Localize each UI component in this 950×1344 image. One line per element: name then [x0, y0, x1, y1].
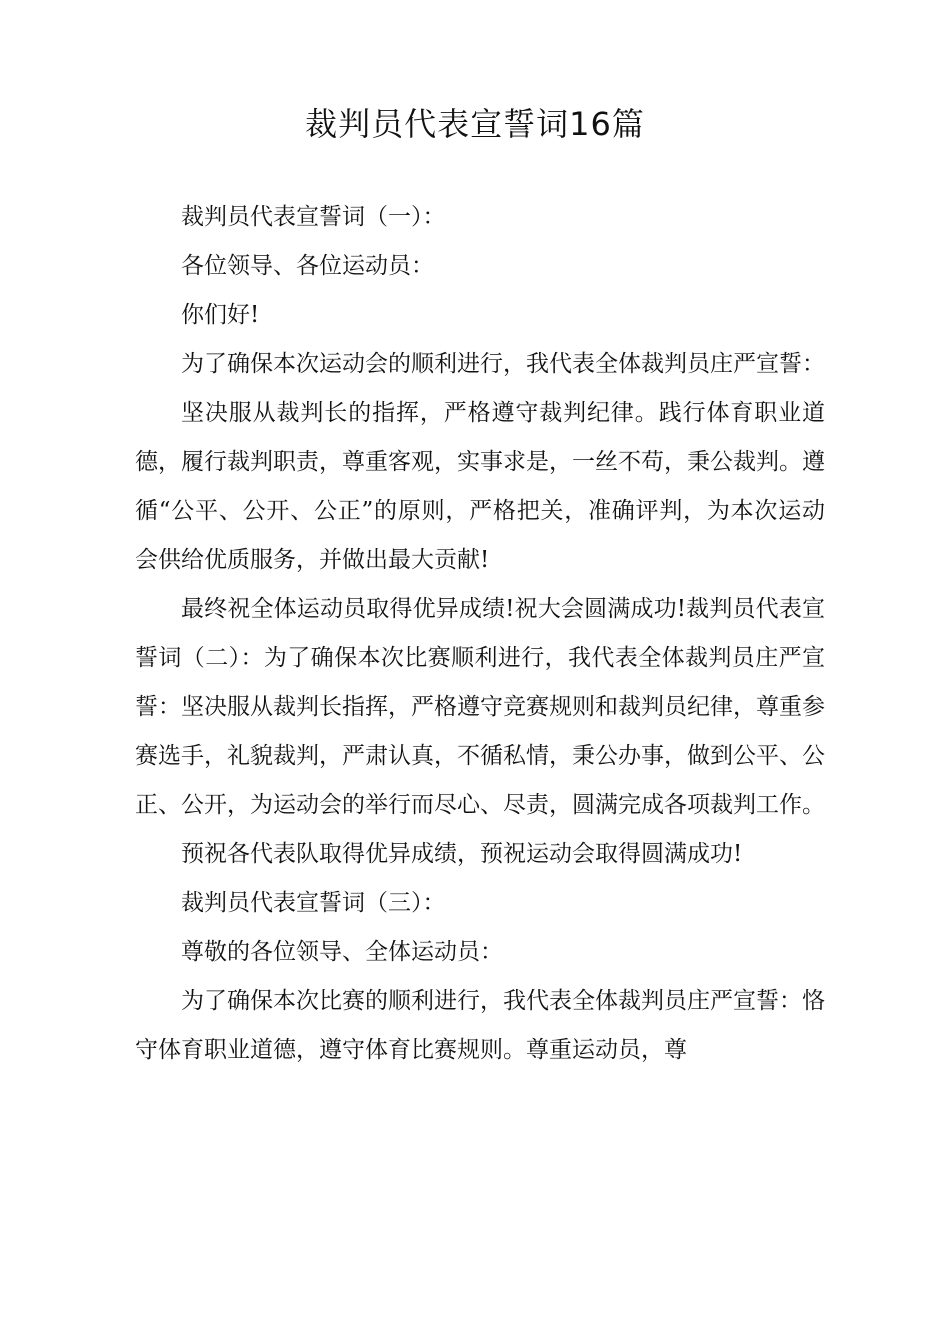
paragraph-heading-3: 裁判员代表宣誓词（三）：	[181, 890, 446, 916]
paragraph-heading-1: 裁判员代表宣誓词（一）：	[181, 204, 446, 230]
paragraph-intro-1: 为了确保本次运动会的顺利进行，我代表全体裁判员庄严宣誓：	[181, 351, 825, 377]
paragraph-oath-3: 为了确保本次比赛的顺利进行，我代表全体裁判员庄严宣誓：恪守体育职业道德，遵守体育比赛规则。尊重运动员，尊	[135, 988, 825, 1063]
paragraph-salutation-3: 尊敬的各位领导、全体运动员：	[181, 939, 503, 965]
paragraph-oath-2: 最终祝全体运动员取得优异成绩!祝大会圆满成功!裁判员代表宣誓词（二）：为了确保本次比赛顺利进行，我代表全体裁判员庄严宣誓：坚决服从裁判长指挥，严格遵守竞赛规则和裁判员纪律，尊重参赛选手，礼貌裁判，严肃认真，不循私情，秉公办事，做到公平、公正、公开，为运动会的举行而尽心、尽责，圆满完成各项裁判工作。	[135, 596, 825, 818]
paragraph-wishes: 预祝各代表队取得优异成绩，预祝运动会取得圆满成功!	[181, 841, 743, 867]
document-body	[135, 193, 825, 1075]
paragraph-salutation-1: 各位领导、各位运动员：	[181, 253, 434, 279]
paragraph-greeting: 你们好!	[181, 302, 260, 328]
paragraph-oath-1: 坚决服从裁判长的指挥，严格遵守裁判纪律。践行体育职业道德，履行裁判职责，尊重客观，实事求是，一丝不苟，秉公裁判。遵循“公平、公开、公正”的原则，严格把关，准确评判，为本次运动会供给优质服务，并做出最大贡献!	[135, 400, 825, 573]
document-title: 裁判员代表宣誓词16篇	[305, 105, 645, 143]
